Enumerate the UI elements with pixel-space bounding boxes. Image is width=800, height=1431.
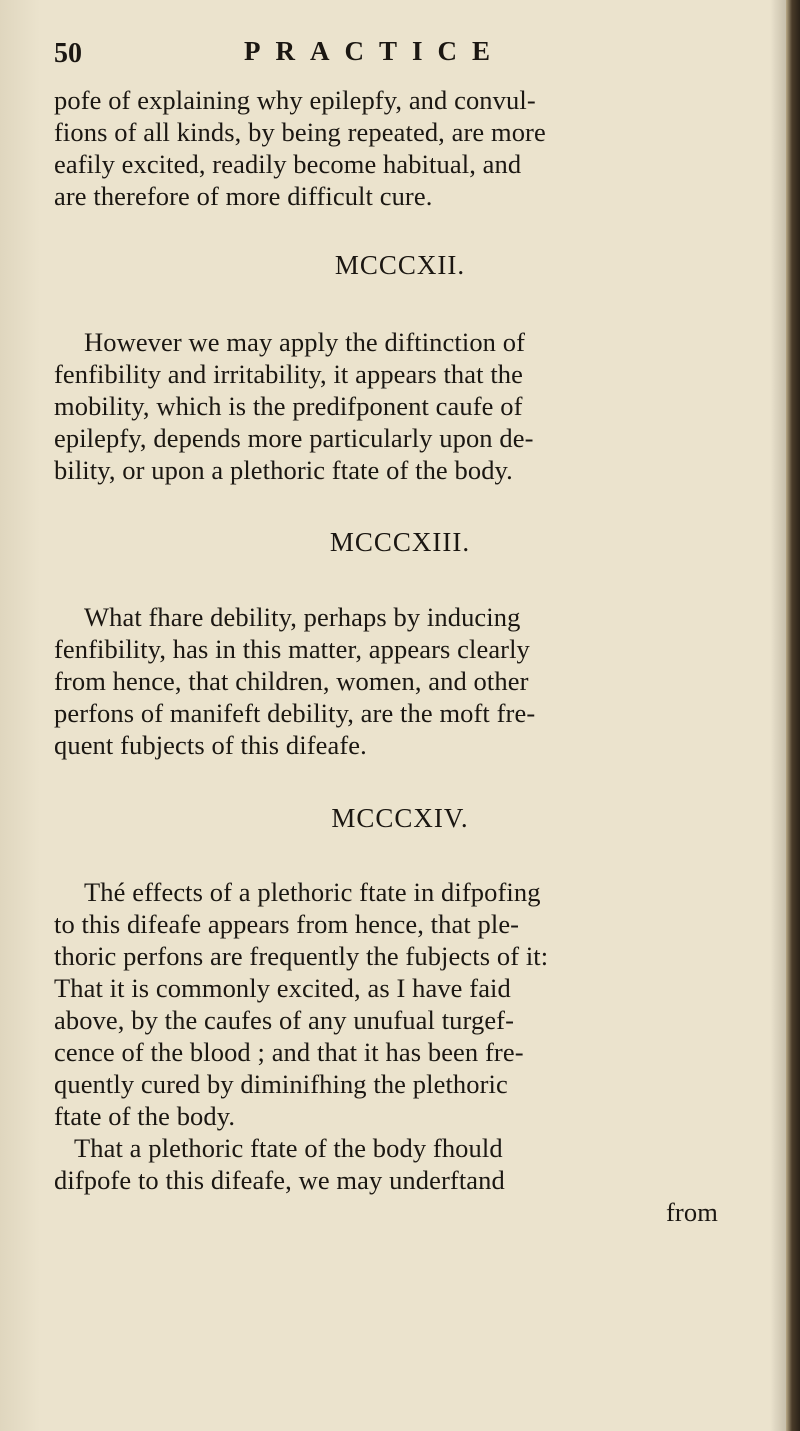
text-line: perfons of manifeft debility, are the moft fre- <box>54 698 536 728</box>
text-line: eafily excited, readily become habitual, and <box>54 149 522 179</box>
section-heading: MCCCXIV. <box>331 803 469 833</box>
text-line: quently cured by diminifhing the plethoric <box>54 1069 508 1099</box>
text-line: are therefore of more difficult cure. <box>54 181 433 211</box>
text-line: fenfibility, has in this matter, appears clearly <box>54 634 530 664</box>
text-line: ftate of the body. <box>54 1101 236 1131</box>
text-line: Thé effects of a plethoric ftate in difpofing <box>84 877 541 907</box>
section-heading: MCCCXII. <box>334 250 466 280</box>
text-line: However we may apply the diftinction of <box>84 327 526 357</box>
text-line: mobility, which is the predifponent caufe of <box>54 391 523 421</box>
text-line: That it is commonly excited, as I have faid <box>54 973 511 1003</box>
text-line: That a plethoric ftate of the body fhould <box>74 1133 503 1163</box>
text-line: cence of the blood ; and that it has been fre- <box>54 1037 524 1067</box>
text-line: What fhare debility, perhaps by inducing <box>84 602 521 632</box>
text-line: fions of all kinds, by being repeated, are more <box>54 117 546 147</box>
page-edge-shadow <box>786 0 800 1431</box>
page-number: 50 <box>54 38 82 69</box>
text-line: from hence, that children, women, and other <box>54 666 529 696</box>
text-line: difpofe to this difeafe, we may underftand <box>54 1165 505 1195</box>
text-line: quent fubjects of this difeafe. <box>54 730 367 760</box>
section-heading: MCCCXIII. <box>329 527 471 557</box>
text-line: fenfibility and irritability, it appears that the <box>54 359 523 389</box>
text-line: above, by the caufes of any unufual turgef- <box>54 1005 515 1035</box>
running-head: PRACTICE <box>244 36 506 66</box>
text-line: thoric perfons are frequently the fubjects of it: <box>54 941 549 971</box>
text-line: to this difeafe appears from hence, that ple- <box>54 909 520 939</box>
catchword: from <box>666 1197 718 1227</box>
text-line: pofe of explaining why epilepfy, and convul- <box>54 85 536 115</box>
text-line: bility, or upon a plethoric ftate of the body. <box>54 455 513 485</box>
text-line: epilepfy, depends more particularly upon de- <box>54 423 534 453</box>
page-header <box>54 38 614 78</box>
